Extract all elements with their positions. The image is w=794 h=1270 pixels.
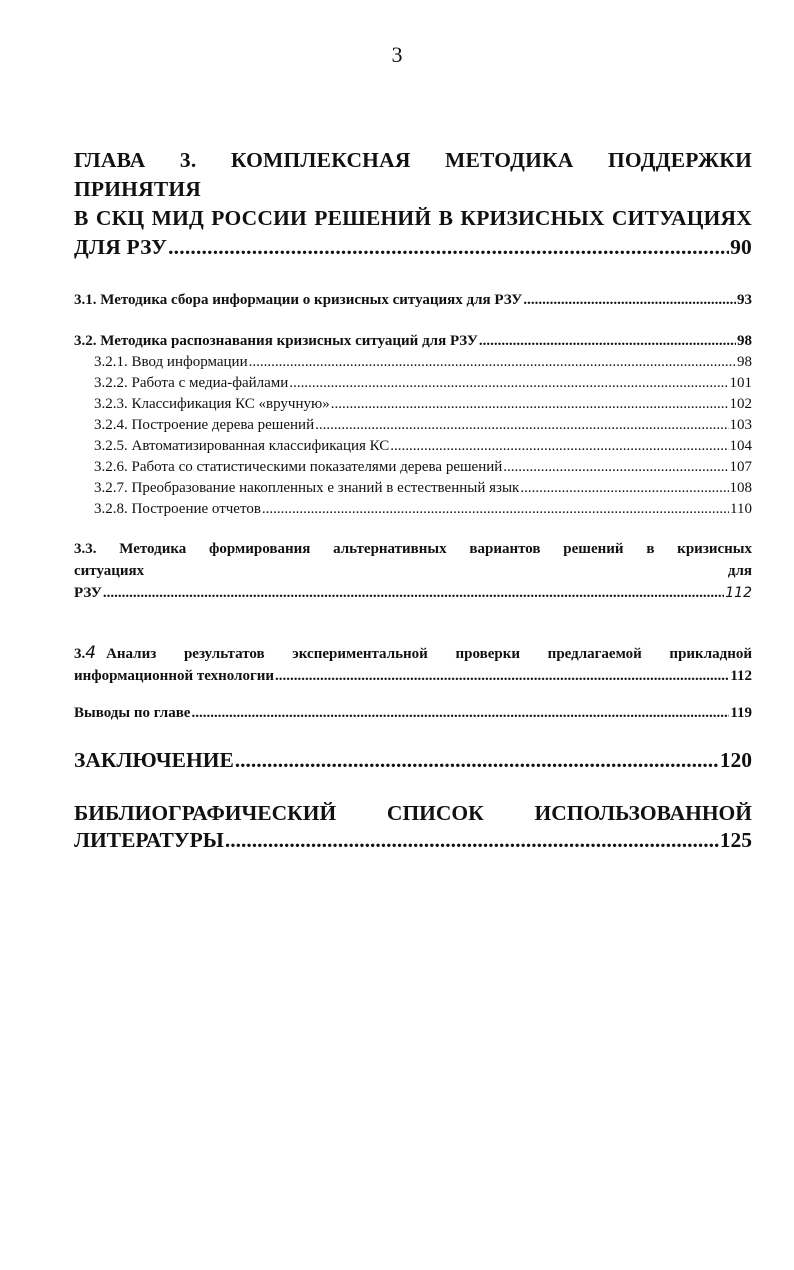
toc-entry-label: 3.2.8. Построение отчетов — [94, 501, 261, 517]
toc-entry-3-3-line3 — [74, 582, 752, 604]
toc-entry-page: 102 — [729, 396, 752, 412]
leader-dots — [168, 233, 729, 262]
toc-entry-3-2-5 — [74, 436, 752, 457]
leader-dots — [331, 394, 729, 415]
toc-entry-3-2-1 — [74, 352, 752, 373]
leader-dots — [315, 415, 728, 436]
toc-entry-label: ЛИТЕРАТУРЫ — [74, 828, 224, 852]
toc-entry-label: 3.2.6. Работа со статистическими показателями дерева решений — [94, 459, 503, 475]
toc-entry-3-3 — [74, 538, 752, 604]
leader-dots — [191, 703, 729, 724]
toc-entry-3-4 — [74, 642, 752, 687]
leader-dots — [235, 747, 719, 774]
leader-dots — [249, 352, 736, 373]
toc-entry-label: 3.2.3. Классификация КС «вручную» — [94, 396, 330, 412]
toc-entry-page: 112 — [730, 668, 752, 684]
toc-entry-3-1 — [74, 290, 752, 311]
leader-dots — [479, 331, 736, 352]
toc-entry-label: 3.2. Методика распознавания кризисных ситуаций для РЗУ — [74, 333, 478, 349]
toc-entry-3-4-number-printed: 3. — [74, 646, 86, 662]
chapter-page: 90 — [730, 235, 752, 259]
toc-entry-page: 110 — [730, 501, 752, 517]
bibliography-word1: БИБЛИОГРАФИЧЕСКИЙ — [74, 801, 337, 825]
toc-entry-page: 107 — [729, 459, 752, 475]
chapter-title-line2: В СКЦ МИД РОССИИ РЕШЕНИЙ В КРИЗИСНЫХ СИТУАЦИЯХ — [74, 206, 752, 230]
toc-entry-page: 104 — [729, 438, 752, 454]
leader-dots — [390, 436, 728, 457]
leader-dots — [225, 827, 719, 854]
toc-entry-label: РЗУ — [74, 585, 102, 601]
toc-entry-bibliography-line1 — [74, 800, 752, 827]
toc-entry-label: информационной технологии — [74, 668, 275, 684]
toc-entry-3-4-line1-text: Анализ результатов экспериментальной проверки предлагаемой прикладной — [106, 646, 752, 662]
leader-dots — [503, 457, 728, 478]
toc-entry-page: 108 — [729, 480, 752, 496]
toc-entry-3-4-line2 — [74, 665, 752, 687]
toc-entry-page: 120 — [719, 748, 752, 772]
leader-dots — [289, 373, 728, 394]
toc-entry-page: 93 — [737, 292, 752, 308]
toc-entry-page: 119 — [730, 705, 752, 721]
toc-entry-label: 3.2.1. Ввод информации — [94, 354, 248, 370]
toc-entry-3-3-line2 — [74, 560, 752, 582]
toc-entry-page: 125 — [719, 828, 752, 852]
toc-entry-label: 3.1. Методика сбора информации о кризисных ситуациях для РЗУ — [74, 292, 523, 308]
toc-entry-bibliography — [74, 800, 752, 854]
toc-entry-page: 98 — [737, 333, 752, 349]
toc-entry-3-2-8 — [74, 499, 752, 520]
toc-entry-conclusions — [74, 703, 752, 724]
toc-entry-3-2-4 — [74, 415, 752, 436]
leader-dots — [523, 290, 736, 311]
toc-entry-page: 98 — [737, 354, 752, 370]
leader-dots — [275, 665, 729, 687]
chapter-title — [74, 146, 752, 262]
toc-entry-label: 3.2.2. Работа с медиа-файлами — [94, 375, 289, 391]
toc-entry-label: 3.2.5. Автоматизированная классификация КС — [94, 438, 390, 454]
toc-entry-label: 3.2.7. Преобразование накопленных е знаний в естественный язык — [94, 480, 520, 496]
toc-entry-3-3-line1: 3.3. Методика формирования альтернативных вариантов решений в кризисных — [74, 541, 752, 557]
toc-entry-3-4-number-handwritten: 4 — [85, 643, 97, 663]
bibliography-word3: ИСПОЛЬЗОВАННОЙ — [534, 801, 752, 825]
table-of-contents — [74, 146, 752, 854]
toc-entry-3-3-line2-left: ситуациях — [74, 563, 145, 579]
chapter-title-line3 — [74, 233, 752, 262]
toc-entry-3-4-number — [74, 642, 96, 665]
toc-entry-3-4-line1 — [74, 642, 752, 665]
bibliography-word2: СПИСОК — [386, 801, 484, 825]
toc-entry-label: ЗАКЛЮЧЕНИЕ — [74, 748, 234, 772]
page-number: 3 — [391, 42, 403, 67]
toc-entry-3-2-6 — [74, 457, 752, 478]
leader-dots — [520, 478, 728, 499]
leader-dots — [262, 499, 729, 520]
toc-entry-label: 3.2.4. Построение дерева решений — [94, 417, 315, 433]
chapter-title-line3-text: ДЛЯ РЗУ — [74, 235, 168, 259]
toc-entry-page: 101 — [729, 375, 752, 391]
toc-entry-3-2-7 — [74, 478, 752, 499]
toc-entry-bibliography-line2 — [74, 827, 752, 854]
toc-entry-3-2 — [74, 331, 752, 352]
toc-entry-3-2-2 — [74, 373, 752, 394]
toc-entry-3-2-3 — [74, 394, 752, 415]
toc-entry-page: 103 — [729, 417, 752, 433]
toc-entry-page-handwritten: 112 — [725, 585, 752, 601]
toc-entry-conclusion — [74, 747, 752, 774]
toc-entry-3-3-line2-right: для — [727, 563, 752, 579]
toc-entry-label: Выводы по главе — [74, 705, 191, 721]
leader-dots — [103, 582, 724, 604]
chapter-title-line1: ГЛАВА 3. КОМПЛЕКСНАЯ МЕТОДИКА ПОДДЕРЖКИ ПРИНЯТИЯ — [74, 148, 752, 201]
